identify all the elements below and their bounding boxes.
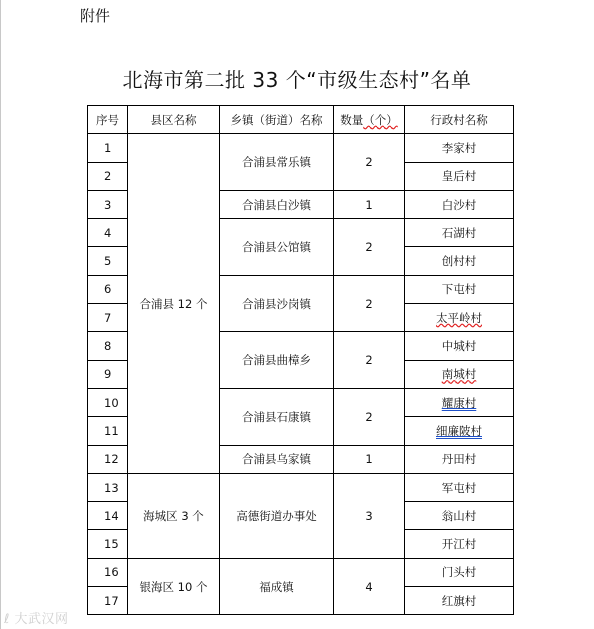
seq-cell: 4 (88, 219, 128, 247)
village-cell (405, 473, 514, 501)
village-cell (405, 275, 514, 303)
village-cell (405, 332, 514, 360)
table-header-row (88, 106, 514, 134)
table-row (88, 473, 514, 501)
village-cell (405, 134, 514, 162)
village-cell (405, 558, 514, 586)
attachment-label: 附件 (80, 7, 111, 25)
header-count (334, 106, 405, 134)
village-name: 皇后村 (441, 169, 477, 184)
table-row (88, 134, 514, 162)
seq-cell: 10 (88, 388, 128, 416)
header-village: 行政村名称 (405, 106, 514, 134)
village-name: 军屯村 (441, 480, 477, 495)
seq-cell: 7 (88, 304, 128, 332)
seq-cell: 12 (88, 445, 128, 473)
village-name: 下屯村 (441, 282, 477, 297)
town-cell: 合浦县乌家镇 (220, 445, 334, 473)
count-cell: 1 (334, 190, 405, 218)
town-cell: 合浦县石康镇 (220, 388, 334, 445)
seq-cell: 2 (88, 162, 128, 190)
village-cell (405, 388, 514, 416)
seq-cell: 3 (88, 190, 128, 218)
village-name: 李家村 (441, 140, 477, 155)
seq-cell: 16 (88, 558, 128, 586)
weibo-icon: ℓ (4, 612, 10, 627)
village-cell (405, 162, 514, 190)
seq-cell: 13 (88, 473, 128, 501)
village-cell (405, 190, 514, 218)
seq-cell: 8 (88, 332, 128, 360)
village-name: 红旗村 (441, 593, 477, 608)
town-cell: 合浦县常乐镇 (220, 134, 334, 191)
town-cell: 合浦县曲樟乡 (220, 332, 334, 389)
village-name: 耀康村 (441, 395, 477, 410)
village-cell (405, 219, 514, 247)
header-town: 乡镇（街道）名称 (220, 106, 334, 134)
count-cell: 2 (334, 275, 405, 332)
seq-cell: 14 (88, 502, 128, 530)
village-cell (405, 247, 514, 275)
village-name: 太平岭村 (436, 310, 482, 325)
village-name: 石湖村 (441, 225, 477, 240)
count-cell: 2 (334, 219, 405, 276)
county-cell: 海城区 3 个 (128, 473, 220, 558)
seq-cell: 9 (88, 360, 128, 388)
town-cell: 高德街道办事处 (220, 473, 334, 558)
village-name: 中城村 (441, 339, 477, 354)
village-name: 开江村 (441, 537, 477, 552)
town-cell: 福成镇 (220, 558, 334, 615)
seq-cell: 5 (88, 247, 128, 275)
seq-cell: 17 (88, 587, 128, 615)
village-cell (405, 360, 514, 388)
county-cell: 银海区 10 个 (128, 558, 220, 615)
seq-cell: 11 (88, 417, 128, 445)
village-name: 门头村 (441, 565, 477, 580)
header-seq: 序号 (88, 106, 128, 134)
count-cell: 2 (334, 134, 405, 191)
village-list-table (87, 105, 514, 615)
village-name: 南城村 (441, 367, 477, 382)
village-cell (405, 502, 514, 530)
seq-cell: 15 (88, 530, 128, 558)
header-count-label: 数量 (340, 112, 364, 127)
town-cell: 合浦县白沙镇 (220, 190, 334, 218)
table-row (88, 558, 514, 586)
county-cell: 合浦县 12 个 (128, 134, 220, 474)
watermark (4, 608, 69, 627)
village-name: 白沙村 (441, 197, 477, 212)
village-name: 创村村 (441, 254, 477, 269)
village-cell (405, 530, 514, 558)
watermark-text: 大武汉网 (14, 612, 69, 627)
count-cell: 3 (334, 473, 405, 558)
village-cell (405, 304, 514, 332)
village-cell (405, 587, 514, 615)
count-cell: 2 (334, 332, 405, 389)
village-name: 细廉陂村 (436, 423, 482, 438)
seq-cell: 1 (88, 134, 128, 162)
page-left-edge (0, 0, 1, 629)
header-count-unit: （个） (363, 112, 398, 127)
village-cell (405, 417, 514, 445)
count-cell: 1 (334, 445, 405, 473)
village-name: 翁山村 (441, 508, 477, 523)
town-cell: 合浦县沙岗镇 (220, 275, 334, 332)
village-name: 丹田村 (441, 452, 477, 467)
page-title: 北海市第二批 33 个“市级生态村”名单 (122, 68, 472, 92)
count-cell: 4 (334, 558, 405, 615)
village-cell (405, 445, 514, 473)
table-body (88, 134, 514, 615)
seq-cell: 6 (88, 275, 128, 303)
count-cell: 2 (334, 388, 405, 445)
header-county: 县区名称 (128, 106, 220, 134)
town-cell: 合浦县公馆镇 (220, 219, 334, 276)
